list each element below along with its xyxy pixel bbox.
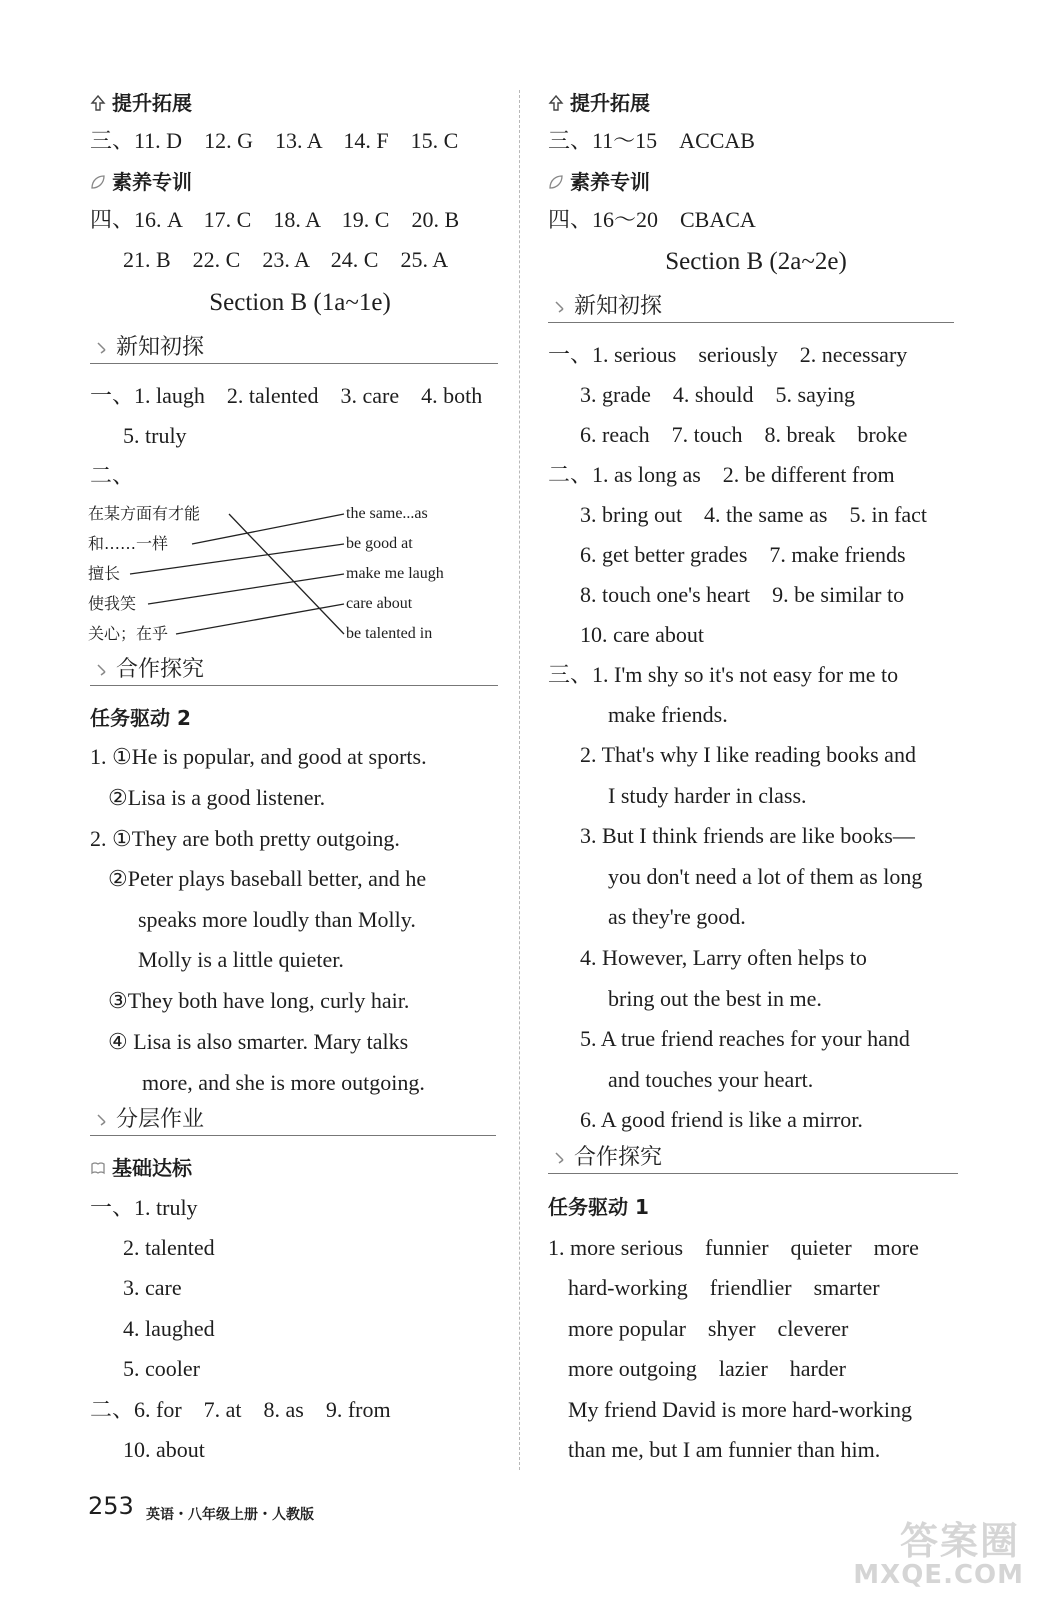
section-title: Section B (2a~2e) bbox=[665, 248, 847, 275]
answer-line: hard-working friendlier smarter bbox=[568, 1275, 880, 1300]
book-title: 英语・八年级上册・人教版 bbox=[146, 1507, 314, 1523]
answer-line: 4. laughed bbox=[123, 1316, 215, 1341]
answer-line: My friend David is more hard-working bbox=[568, 1397, 912, 1422]
answer-line: speaks more loudly than Molly. bbox=[138, 907, 416, 932]
answer-line: 四、16～20 CBACA bbox=[548, 207, 756, 232]
section-bar-fenceng: 分层作业 bbox=[90, 1105, 496, 1136]
answer-line: more popular shyer cleverer bbox=[568, 1316, 849, 1341]
corner-mark-icon bbox=[96, 341, 108, 355]
answer-line: 三、11. D 12. G 13. A 14. F 15. C bbox=[90, 128, 459, 153]
answer-line: ②Peter plays baseball better, and he bbox=[108, 866, 427, 891]
answer-line: Molly is a little quieter. bbox=[138, 947, 344, 972]
match-right-5: be talented in bbox=[346, 625, 433, 642]
answer-line: 四、16. A 17. C 18. A 19. C 20. B bbox=[90, 207, 460, 232]
heading-jichu: 基础达标 bbox=[90, 1155, 192, 1181]
answer-line: 1. more serious funnier quieter more bbox=[548, 1235, 919, 1260]
heading-tisheng: 提升拓展 bbox=[90, 90, 192, 116]
answer-line: 3. grade 4. should 5. saying bbox=[580, 382, 855, 407]
match-left-4: 使我笑 bbox=[88, 594, 137, 613]
answer-line: 3. care bbox=[123, 1275, 182, 1300]
column-divider bbox=[519, 90, 520, 1470]
answer-line: 1. ①He is popular, and good at sports. bbox=[90, 744, 427, 769]
section-bar-hezuo: 合作探究 bbox=[90, 655, 498, 686]
match-line bbox=[192, 514, 344, 544]
corner-mark-icon bbox=[96, 663, 108, 677]
match-left-1: 在某方面有才能 bbox=[88, 504, 201, 523]
leaf-icon bbox=[548, 174, 564, 190]
match-line bbox=[176, 604, 344, 634]
section-bar-xinzhi: 新知初探 bbox=[90, 333, 498, 364]
answer-line: 二、1. as long as 2. be different from bbox=[548, 462, 895, 487]
answer-line: 三、11～15 ACCAB bbox=[548, 128, 755, 153]
answer-line: 4. However, Larry often helps to bbox=[580, 945, 867, 970]
answer-line: 3. But I think friends are like books— bbox=[580, 823, 915, 848]
answer-line: you don't need a lot of them as long bbox=[608, 864, 923, 889]
match-right-3: make me laugh bbox=[346, 565, 444, 582]
answer-line: 2. talented bbox=[123, 1235, 215, 1260]
heading-tisheng: 提升拓展 bbox=[548, 90, 650, 116]
answer-line: 5. cooler bbox=[123, 1356, 200, 1381]
heading-suyang: 素养专训 bbox=[548, 169, 650, 195]
answer-line: ②Lisa is a good listener. bbox=[108, 785, 326, 810]
answer-line: ④ Lisa is also smarter. Mary talks bbox=[108, 1029, 409, 1054]
answer-line: 5. A true friend reaches for your hand bbox=[580, 1026, 910, 1051]
section-title: Section B (1a~1e) bbox=[209, 289, 391, 316]
answer-line: 6. A good friend is like a mirror. bbox=[580, 1107, 863, 1132]
answer-line: than me, but I am funnier than him. bbox=[568, 1437, 881, 1462]
answer-line: I study harder in class. bbox=[608, 783, 807, 808]
section-bar-hezuo: 合作探究 bbox=[548, 1143, 958, 1174]
answer-line: ③They both have long, curly hair. bbox=[108, 988, 410, 1013]
match-right-2: be good at bbox=[346, 535, 413, 552]
match-left-5: 关心；在乎 bbox=[88, 624, 169, 643]
answer-line: and touches your heart. bbox=[608, 1067, 814, 1092]
answer-line: 2. That's why I like reading books and bbox=[580, 742, 916, 767]
answer-line: more outgoing lazier harder bbox=[568, 1356, 846, 1381]
answer-line: 21. B 22. C 23. A 24. C 25. A bbox=[123, 247, 449, 272]
answer-line: 一、1. truly bbox=[90, 1195, 198, 1220]
matching-exercise bbox=[88, 498, 488, 648]
arrow-up-icon bbox=[90, 95, 106, 111]
answer-line: bring out the best in me. bbox=[608, 986, 822, 1011]
task-heading: 任务驱动 1 bbox=[548, 1195, 649, 1219]
corner-mark-icon bbox=[96, 1113, 108, 1127]
answer-line: more, and she is more outgoing. bbox=[142, 1070, 425, 1095]
answer-line: 5. truly bbox=[123, 423, 187, 448]
task-heading: 任务驱动 2 bbox=[90, 706, 191, 730]
book-icon bbox=[90, 1160, 106, 1176]
answer-line: 6. get better grades 7. make friends bbox=[580, 542, 906, 567]
answer-line: 10. about bbox=[123, 1437, 205, 1462]
section-bar-xinzhi: 新知初探 bbox=[548, 292, 954, 323]
page-number: 253 bbox=[88, 1492, 134, 1520]
answer-line: 8. touch one's heart 9. be similar to bbox=[580, 582, 905, 607]
answer-line: 三、1. I'm shy so it's not easy for me to bbox=[548, 662, 899, 687]
match-line bbox=[148, 574, 344, 604]
answer-line: 10. care about bbox=[580, 622, 704, 647]
corner-mark-icon bbox=[554, 1151, 566, 1165]
match-right-1: the same...as bbox=[346, 505, 428, 522]
answer-line: 2. ①They are both pretty outgoing. bbox=[90, 826, 400, 851]
matching-lines bbox=[88, 498, 488, 648]
answer-line: make friends. bbox=[608, 702, 728, 727]
corner-mark-icon bbox=[554, 300, 566, 314]
answer-line: 6. reach 7. touch 8. break broke bbox=[580, 422, 908, 447]
match-left-2: 和……一样 bbox=[88, 534, 169, 553]
watermark-logo: 答案圈 MXQE.COM bbox=[853, 1519, 1024, 1590]
answer-line: 一、1. serious seriously 2. necessary bbox=[548, 342, 908, 367]
leaf-icon bbox=[90, 174, 106, 190]
answer-line: 3. bring out 4. the same as 5. in fact bbox=[580, 502, 928, 527]
match-right-4: care about bbox=[346, 595, 413, 612]
match-left-3: 擅长 bbox=[88, 564, 121, 583]
match-line bbox=[130, 544, 344, 574]
match-line bbox=[229, 514, 344, 634]
question-number: 二、 bbox=[90, 463, 135, 488]
answer-line: 二、6. for 7. at 8. as 9. from bbox=[90, 1397, 391, 1422]
heading-suyang: 素养专训 bbox=[90, 169, 192, 195]
answer-line: as they're good. bbox=[608, 904, 746, 929]
answer-line: 一、1. laugh 2. talented 3. care 4. both bbox=[90, 383, 483, 408]
arrow-up-icon bbox=[548, 95, 564, 111]
